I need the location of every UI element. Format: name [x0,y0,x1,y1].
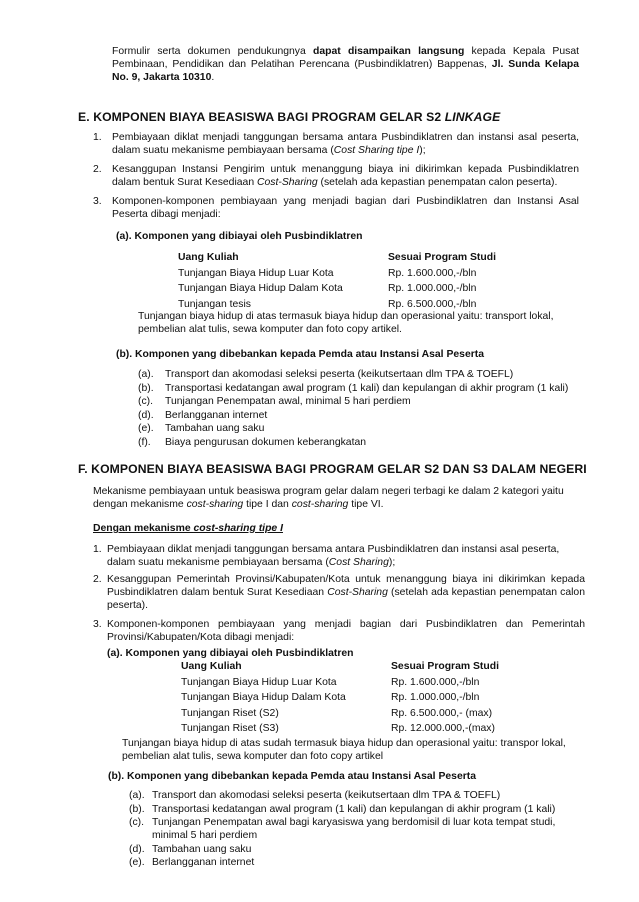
list-item-number: (a). [129,790,145,801]
text-run: Mekanisme pembiayaan untuk beasiswa program gelar dalam negeri terbagi ke dalam 2 kategori yaitu dengan mekanisme [93,486,564,510]
list-item-number: (a). [138,369,154,380]
list-item [129,856,589,869]
intro-text-3: . [211,72,215,83]
section-f-item-1 [93,543,585,569]
list-number: 1. [93,132,102,143]
fee-label: Tunjangan Riset (S3) [181,723,279,734]
text-run-italic: cost-sharing [291,499,349,510]
list-item-number: (d). [129,843,145,855]
section-e-item-1 [93,131,579,157]
list-number: 2. [93,164,102,175]
fee-label: Uang Kuliah [181,661,242,672]
list-item-text: Tambahan uang saku [152,843,252,855]
section-e-item-3 [93,195,579,221]
fee-row [178,251,518,267]
fee-value: Rp. 6.500.000,-/bln [388,298,477,310]
fee-label: Uang Kuliah [178,252,239,263]
text-run: Kesanggupan Pemerintah Provinsi/Kabupaten/Kota untuk menanggung biaya ini dikirimkan kepada Pusbindiklatren dalam bentuk Surat Kesediaan [107,574,585,598]
list-item-number: (f). [138,436,151,448]
fee-label: Tunjangan Biaya Hidup Luar Kota [181,676,337,688]
fee-row [181,722,521,738]
fee-label: Tunjangan Biaya Hidup Dalam Kota [178,283,343,294]
section-f-item-2 [93,573,585,612]
section-f-sub-b-title: (b). Komponen yang dibebankan kepada Pemda atau Instansi Asal Peserta [108,771,477,782]
text-run-italic: cost-sharing tipe I [193,523,283,534]
section-f-heading: F. KOMPONEN BIAYA BEASISWA BAGI PROGRAM GELAR S2 DAN S3 DALAM NEGERI [78,462,587,476]
intro-text-2: kepada Kepala Pusat Pembinaan, Pendidikan dan Pelatihan Perencana (Pusbindiklatren) Bappenas, [112,46,579,70]
list-item [129,803,589,816]
section-e-fee-table [178,251,518,313]
fee-value: Sesuai Program Studi [388,252,496,263]
section-f-note: Tunjangan biaya hidup di atas sudah termasuk biaya hidup dan operasional yaitu: transpor lokal, pembelian alat tulis, sewa komputer dan foto copy artikel [122,738,566,762]
section-f-intro [93,485,585,511]
list-text [107,543,585,569]
text-run: ); [419,145,426,156]
section-e-sub-b-list [138,368,588,449]
list-text [107,573,585,612]
section-e-sub-a-title: (a). Komponen yang dibiayai oleh Pusbindiklatren [116,231,363,242]
text-run: (setelah ada kepastian penempatan calon peserta). [317,177,558,188]
list-item-text: Biaya pengurusan dokumen keberangkatan [165,436,367,448]
fee-row [181,660,521,676]
list-item-text: Berlangganan internet [152,857,255,868]
list-item [129,843,589,856]
text-run: Pembiayaan diklat menjadi tanggungan bersama antara Pusbindiklatren dan instansi asal peserta, dalam suatu mekanisme pembiayaan bersama ( [107,544,560,568]
intro-address: Jl. Sunda Kelapa No. 9, Jakarta 10310 [112,59,579,83]
list-item-text: Berlangganan internet [165,409,268,421]
list-number: 3. [93,196,102,207]
list-text [112,163,579,189]
list-item-text: Tunjangan Penempatan awal, minimal 5 hari perdiem [165,396,411,407]
list-item [138,395,588,408]
fee-label: Tunjangan Biaya Hidup Dalam Kota [181,692,346,703]
fee-value: Sesuai Program Studi [391,661,499,672]
fee-value: Rp. 6.500.000,- (max) [391,707,493,719]
section-e-sub-b-title: (b). Komponen yang dibebankan kepada Pemda atau Instansi Asal Peserta [116,349,485,360]
section-e-heading [78,110,598,125]
section-f-sub-b-list [129,789,589,870]
text-run: tipe I dan [243,499,292,510]
section-f-subheading [93,522,513,535]
text-run-italic: Cost-Sharing [327,587,388,598]
list-text: Komponen-komponen pembiayaan yang menjadi bagian dari Pusbindiklatren dan Pemerintah Provinsi/Kabupaten/Kota dibagi menjadi: [107,619,585,643]
list-item [138,436,588,449]
list-item-number: (c). [138,396,154,407]
fee-value: Rp. 1.600.000,-/bln [388,267,477,279]
list-item-text: Transportasi kedatangan awal program (1 kali) dan kepulangan di akhir program (1 kali) [165,382,569,394]
list-item-text: Tunjangan Penempatan awal bagi karyasiswa yang berdomisil di luar kota tempat studi, minimal 5 hari perdiem [152,817,556,841]
list-number: 2. [93,574,102,585]
fee-row [178,282,518,298]
text-run: tipe VI. [348,499,384,510]
list-number: 3. [93,619,102,630]
section-f-item-3 [93,618,585,644]
section-e-title: E. KOMPONEN BIAYA BEASISWA BAGI PROGRAM GELAR S2 [78,110,445,124]
text-run-italic: Cost Sharing tipe I [333,145,420,156]
list-item-text: Transport dan akomodasi seleksi peserta (keikutsertaan dlm TPA & TOEFL) [152,790,501,801]
list-item [129,789,589,802]
text-run: Kesanggupan Instansi Pengirim untuk menanggung biaya ini dikirimkan kepada Pusbindiklatren dalam bentuk Surat Kesediaan [112,164,579,188]
fee-row [181,691,521,707]
list-item-number: (d). [138,409,154,421]
fee-value: Rp. 1.600.000,-/bln [391,676,480,688]
list-item-number: (e). [138,423,154,434]
intro-paragraph [112,45,579,84]
fee-row [181,676,521,692]
intro-text-bold-1: dapat disampaikan langsung [313,46,465,57]
fee-label: Tunjangan tesis [178,298,251,310]
list-item [138,368,588,381]
list-item [138,382,588,395]
list-item-text: Transportasi kedatangan awal program (1 kali) dan kepulangan di akhir program (1 kali) [152,803,556,815]
list-text: Komponen-komponen pembiayaan yang menjadi bagian dari Pusbindiklatren dan Instansi Asal Peserta dibagi menjadi: [112,196,579,220]
fee-value: Rp. 1.000.000,-/bln [391,692,480,703]
list-item-number: (b). [129,803,145,815]
text-run: Pembiayaan diklat menjadi tanggungan bersama antara Pusbindiklatren dan instansi asal peserta, dalam suatu mekanisme pembiayaan bersama ( [112,132,579,156]
fee-value: Rp. 12.000.000,-(max) [391,723,495,734]
text-run: ); [388,557,396,568]
list-text [112,131,579,157]
list-item [138,409,588,422]
fee-row [178,267,518,283]
section-e-title-italic: LINKAGE [444,110,501,124]
text-run: Dengan mekanisme [93,523,194,534]
section-e-item-2 [93,163,579,189]
fee-label: Tunjangan Riset (S2) [181,707,279,719]
text-run-italic: cost-sharing [186,499,244,510]
list-item-text: Transport dan akomodasi seleksi peserta (keikutsertaan dlm TPA & TOEFL) [165,369,514,380]
text-run: (setelah ada kepastian penempatan calon peserta). [107,587,585,611]
section-e-note: Tunjangan biaya hidup di atas termasuk biaya hidup dan operasional yaitu: transport lokal, pembelian alat tulis, sewa komputer dan foto copy artikel. [138,311,554,335]
list-item-number: (c). [129,817,145,828]
list-item [129,816,589,842]
list-number: 1. [93,544,102,555]
fee-row [181,707,521,723]
section-f-sub-a-title: (a). Komponen yang dibiayai oleh Pusbindiklatren [107,648,354,659]
text-run-italic: Cost Sharing [328,557,389,568]
list-item-number: (b). [138,382,154,394]
section-f-fee-table [181,660,521,738]
list-item-number: (e). [129,857,145,868]
intro-text-1: Formulir serta dokumen pendukungnya [112,46,314,57]
text-run-italic: Cost-Sharing [257,177,318,188]
list-item [138,422,588,435]
list-item-text: Tambahan uang saku [165,423,265,434]
fee-label: Tunjangan Biaya Hidup Luar Kota [178,267,334,279]
fee-value: Rp. 1.000.000,-/bln [388,283,477,294]
